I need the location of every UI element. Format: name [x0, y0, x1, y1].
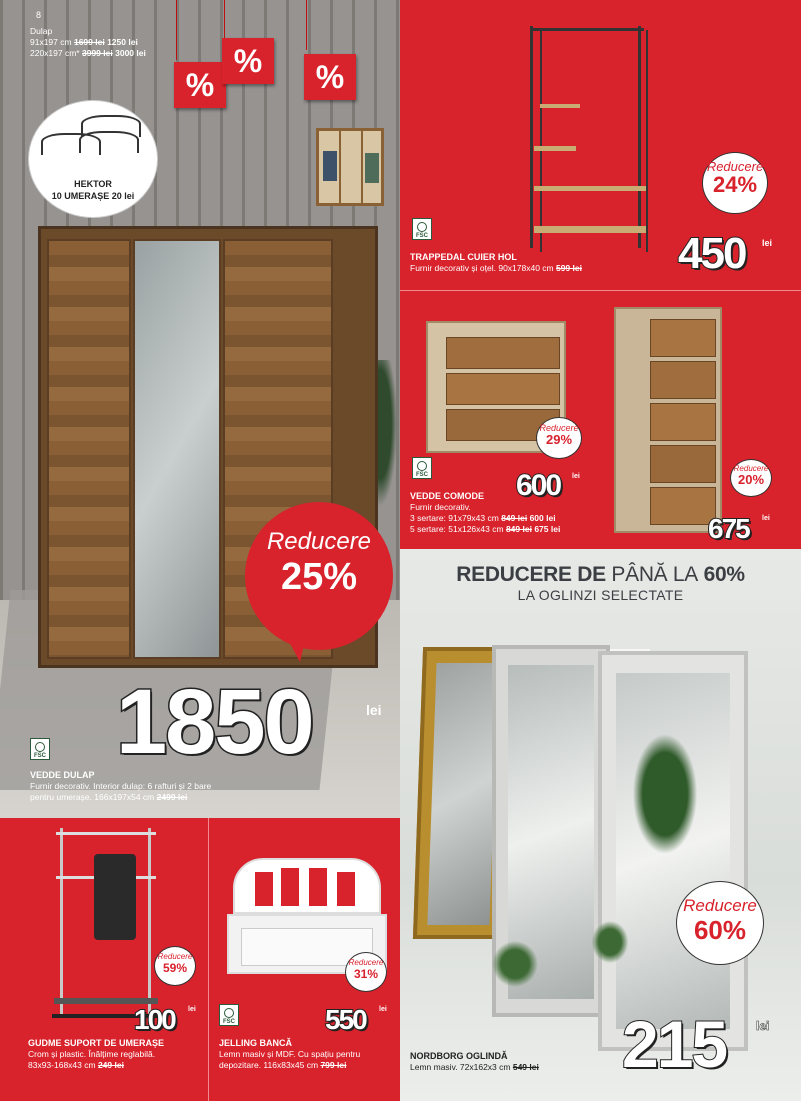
dulap-title: Dulap: [30, 26, 53, 36]
trappedal-price: 450: [678, 229, 746, 278]
dulap-info: [30, 26, 146, 59]
plant-decoration: [590, 919, 630, 965]
comode-price-675: 675: [708, 513, 749, 544]
bubble-tail: [286, 636, 306, 662]
product-desc: Furnir decorativ.: [410, 502, 471, 512]
discount-bubble-60: Reducere 60%: [676, 881, 764, 965]
dulap-line1-old: 1699 lei: [73, 37, 105, 47]
trappedal-panel: [400, 0, 801, 290]
mirrors-subline: LA OGLINZI SELECTATE: [517, 587, 684, 603]
wardrobe-door-mirror: [133, 239, 221, 659]
currency-label: lei: [188, 1006, 196, 1013]
wardrobe-interior-inset: [316, 128, 384, 206]
discount-label: Reducere: [266, 528, 372, 555]
dulap-line1-new: 1250 lei: [107, 37, 138, 47]
product-desc: Lemn masiv. 72x162x3 cm 549 lei: [410, 1062, 539, 1072]
jelling-price: 550: [325, 1004, 366, 1035]
gudme-price: 100: [134, 1004, 175, 1035]
product-desc-2: depozitare. 116x83x45 cm 799 lei: [219, 1060, 347, 1070]
discount-bubble-25: [245, 502, 393, 650]
old-price: 2499 lei: [156, 792, 188, 802]
currency-label: lei: [379, 1006, 387, 1013]
gudme-rack-image: [50, 828, 162, 1022]
comode-5-drawer-image: [614, 307, 722, 533]
percent-tag-3: %: [304, 54, 356, 100]
product-desc: Lemn masiv și MDF. Cu spațiu pentru: [219, 1049, 361, 1059]
trappedal-info: [410, 252, 582, 274]
plant-decoration: [630, 729, 700, 859]
tag-string-1: [176, 0, 177, 60]
product-desc-2: 83x93-168x43 cm 249 lei: [28, 1060, 124, 1070]
headline-bold: REDUCERE DE: [456, 563, 606, 586]
product-name: VEDDE COMODE: [410, 491, 485, 501]
currency-label: lei: [366, 702, 382, 718]
currency-label: lei: [756, 1019, 770, 1033]
vedde-dulap-price: 1850: [116, 671, 313, 773]
headline-light: PÂNĂ LA: [611, 563, 699, 586]
discount-bubble-29: Reducere 29%: [536, 417, 582, 459]
currency-label: lei: [762, 515, 770, 522]
mirror-info: [410, 1051, 539, 1073]
gudme-info: [28, 1038, 164, 1071]
product-name: TRAPPEDAL CUIER HOL: [410, 252, 517, 262]
product-name: NORDBORG OGLINDĂ: [410, 1051, 508, 1061]
hektor-name: HEKTOR: [74, 179, 112, 189]
percent-tag-1: %: [174, 62, 226, 108]
variant-5-drawer: 5 sertare: 51x126x43 cm 849 lei 675 lei: [410, 524, 561, 534]
fsc-logo: FSC: [412, 457, 432, 479]
dulap-line2: 220x197 cm* 3999 lei 3000 lei: [30, 48, 146, 58]
old-price: 799 lei: [320, 1060, 347, 1070]
gudme-panel: [0, 818, 208, 1101]
vedde-comode-info: [410, 491, 560, 535]
hektor-circle: [28, 100, 158, 218]
mirrors-headline: [400, 563, 801, 587]
discount-bubble-24: Reducere 24%: [702, 152, 768, 214]
headline-pct: 60%: [703, 563, 745, 586]
jelling-info: [219, 1038, 360, 1071]
mirrors-panel: [400, 549, 801, 1101]
old-price: 599 lei: [556, 263, 582, 273]
percent-tag-2: %: [222, 38, 274, 84]
product-name: VEDDE DULAP: [30, 770, 95, 780]
currency-label: lei: [762, 238, 773, 248]
mirror-price: 215: [622, 1007, 727, 1081]
variant-3-drawer: 3 sertare: 91x79x43 cm 849 lei 600 lei: [410, 513, 556, 523]
vedde-comode-panel: [400, 291, 801, 549]
old-price: 249 lei: [97, 1060, 124, 1070]
plant-decoration: [490, 939, 540, 989]
page-number: 8: [36, 10, 42, 20]
discount-bubble-31: Reducere 31%: [345, 952, 387, 992]
product-desc: Furnir decorativ și oțel. 90x178x40 cm 599 lei: [410, 263, 582, 273]
discount-value: 25%: [280, 556, 358, 598]
discount-bubble-20: Reducere 20%: [730, 459, 772, 497]
product-desc: Crom și plastic. Înălțime reglabilă.: [28, 1049, 156, 1059]
vedde-dulap-panel: [0, 0, 400, 818]
discount-bubble-59: Reducere 59%: [154, 946, 196, 986]
currency-label: lei: [572, 473, 580, 480]
fsc-logo: FSC: [30, 738, 50, 760]
vedde-dulap-info: [30, 770, 211, 803]
jelling-panel: [209, 818, 400, 1101]
comode-price-600: 600: [516, 469, 561, 502]
fsc-logo: FSC: [219, 1004, 239, 1026]
fsc-logo: FSC: [412, 218, 432, 240]
hektor-price: 10 UMERAȘE 20 lei: [51, 191, 135, 201]
old-price: 549 lei: [512, 1062, 539, 1072]
product-name: GUDME SUPORT DE UMERAȘE: [28, 1038, 165, 1048]
dulap-line2-old: 3999 lei: [82, 48, 113, 58]
dulap-line1: 91x197 cm 1699 lei 1250 lei: [30, 37, 138, 47]
trappedal-rack-image: [530, 26, 646, 252]
hanger-icon: [79, 131, 139, 153]
tag-string-2: [224, 0, 225, 38]
tag-string-3: [306, 0, 307, 50]
product-name: JELLING BANCĂ: [219, 1038, 293, 1048]
dulap-line2-new: 3000 lei: [115, 48, 146, 58]
product-desc-2: pentru umerașe. 166x197x54 cm 2499 lei: [30, 792, 188, 802]
product-desc: Furnir decorativ. Interior dulap: 6 rafturi și 2 bare: [30, 781, 212, 791]
wardrobe-door-left: [47, 239, 131, 659]
